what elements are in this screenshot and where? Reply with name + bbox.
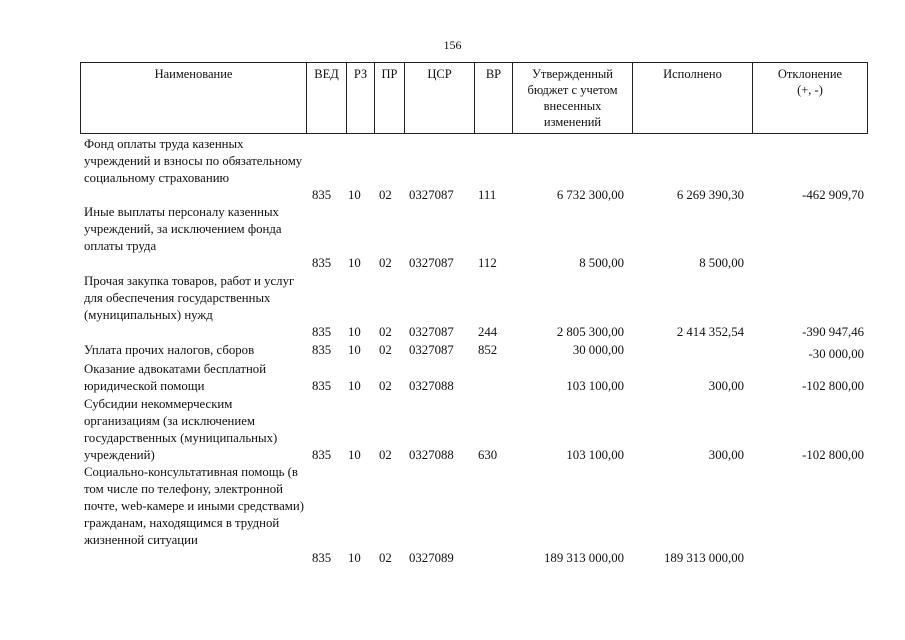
row-csr: 0327088 [409,379,454,393]
row-budget: 2 805 300,00 [556,325,624,339]
row-csr: 0327087 [409,256,454,270]
row-budget: 30 000,00 [572,343,624,357]
row-ved: 835 [312,325,332,339]
header-budget: Утвержденный бюджет с учетом внесенных изменений [512,63,632,133]
page-number: 156 [443,38,462,52]
row-pr: 02 [379,188,392,202]
table-row [80,342,868,359]
header-vr: ВР [474,63,512,133]
row-csr: 0327087 [409,325,454,339]
row-rz: 10 [348,325,361,339]
row-pr: 02 [379,256,392,270]
row-vr: 630 [478,448,498,462]
header-pr: ПР [374,63,404,133]
row-name: Фонд оплаты труда казенных учреждений и взносы по обязательному социальному страхованию [84,137,303,185]
row-name: Уплата прочих налогов, сборов [84,343,255,357]
row-budget: 103 100,00 [566,379,624,393]
row-name: Субсидии некоммерческим организациям (за исключением государственных (муниципальных) учреждений) [84,397,278,462]
row-deviation: -390 947,46 [802,325,864,339]
row-vr: 244 [478,325,498,339]
row-executed: 8 500,00 [699,256,744,270]
table-row [80,273,868,341]
table-row [80,136,868,204]
row-name: Социально-консультативная помощь (в том числе по телефону, электронной почте, web-камере и иными средствами) гражданам, находящимся в трудной жизненной ситуации [84,465,304,547]
row-rz: 10 [348,256,361,270]
row-name: Прочая закупка товаров, работ и услуг для обеспечения государственных (муниципальных) нужд [84,274,295,322]
row-csr: 0327088 [409,448,454,462]
table-header [80,62,868,134]
row-executed: 6 269 390,30 [676,188,744,202]
row-ved: 835 [312,448,332,462]
row-budget: 189 313 000,00 [544,551,624,565]
row-rz: 10 [348,379,361,393]
row-csr: 0327087 [409,343,454,357]
row-executed: 300,00 [708,448,744,462]
row-budget: 8 500,00 [579,256,624,270]
row-ved: 835 [312,256,332,270]
table-row [80,396,868,464]
row-rz: 10 [348,188,361,202]
row-csr: 0327089 [409,551,454,565]
row-deviation: -30 000,00 [808,347,864,361]
row-budget: 103 100,00 [566,448,624,462]
row-executed: 300,00 [708,379,744,393]
table-row [80,361,868,395]
row-ved: 835 [312,343,332,357]
row-rz: 10 [348,343,361,357]
row-executed: 189 313 000,00 [664,551,744,565]
row-vr: 112 [478,256,497,270]
row-ved: 835 [312,551,332,565]
row-vr: 111 [478,188,497,202]
row-pr: 02 [379,379,392,393]
row-vr: 852 [478,343,498,357]
row-pr: 02 [379,343,392,357]
table-row [80,204,868,272]
row-budget: 6 732 300,00 [556,188,624,202]
header-deviation: Отклонение (+, -) [752,63,867,133]
row-deviation: -102 800,00 [802,448,864,462]
row-csr: 0327087 [409,188,454,202]
row-executed: 2 414 352,54 [676,325,744,339]
row-pr: 02 [379,551,392,565]
row-ved: 835 [312,188,332,202]
header-ved: ВЕД [306,63,346,133]
header-rz: РЗ [346,63,374,133]
row-pr: 02 [379,325,392,339]
row-rz: 10 [348,448,361,462]
header-csr: ЦСР [404,63,474,133]
row-ved: 835 [312,379,332,393]
row-name: Оказание адвокатами бесплатной юридической помощи [84,362,267,393]
row-deviation: -462 909,70 [802,188,864,202]
row-name: Иные выплаты персоналу казенных учреждений, за исключением фонда оплаты труда [84,205,282,253]
row-pr: 02 [379,448,392,462]
table-row [80,464,868,567]
row-rz: 10 [348,551,361,565]
header-executed: Исполнено [632,63,752,133]
row-deviation: -102 800,00 [802,379,864,393]
header-name: Наименование [154,67,233,81]
